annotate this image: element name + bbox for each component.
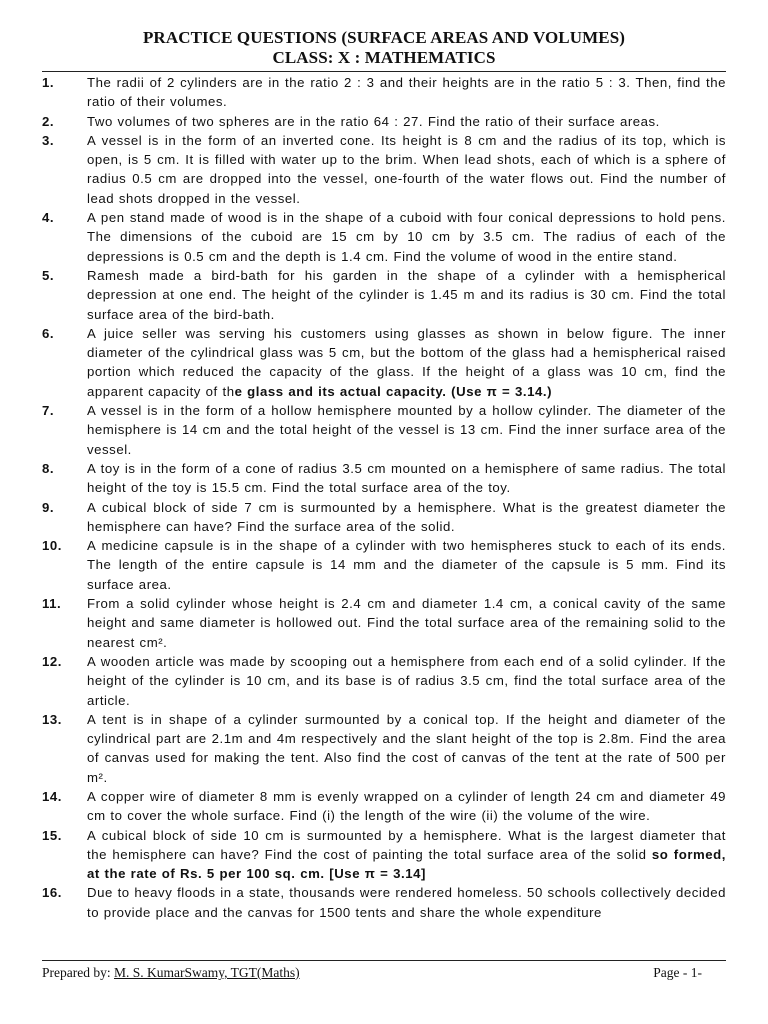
question-text: A vessel is in the form of a hollow hemisphere mounted by a hollow cylinder. The diameter of the hemisphere is 14 cm and the total height of the vessel is 13 cm. Find the inner surface area of the vessel.	[87, 403, 726, 457]
question-number: 12.	[42, 653, 62, 669]
question-item	[42, 401, 726, 459]
question-list	[42, 73, 726, 922]
question-text-block	[87, 131, 726, 208]
question-text: The radii of 2 cylinders are in the ratio 2 : 3 and their heights are in the ratio 5 : 3. Then, find the ratio of their volumes.	[87, 75, 726, 110]
question-text: A wooden article was made by scooping out a hemisphere from each end of a solid cylinder. If the height of the cylinder is 10 cm, and its base is of radius 3.5 cm, find the total surface area of the article.	[87, 653, 726, 708]
question-number: 6.	[42, 325, 55, 341]
question-text: A tent is in shape of a cylinder surmounted by a conical top. If the height and diameter of the cylindrical part are 2.1m and 4m respectively and the slant height of the top is 2.8m. Find the area of canvas used for making the tent. Also find the cost of canvas of the tent at the rate of 500 per m².	[87, 711, 726, 785]
question-text-block	[87, 266, 726, 324]
question-text: Due to heavy floods in a state, thousands were rendered homeless. 50 schools collectively decided to provide place and the canvas for 1500 tents and share the whole expenditure	[87, 885, 726, 920]
question-text-block	[87, 652, 726, 710]
footer-page-number: Page - 1-	[653, 965, 702, 980]
question-item	[42, 208, 726, 266]
question-item	[42, 498, 726, 537]
question-number: 2.	[42, 113, 55, 129]
footer-prepared-label: Prepared by:	[42, 965, 111, 980]
question-text-bold: so formed, at the rate of Rs. 5 per 100 sq. cm. [Use π = 3.14]	[87, 846, 726, 882]
question-text: A cubical block of side 10 cm is surmounted by a hemisphere. What is the largest diameter that the hemisphere can have? Find the cost of painting the total surface area of the solid	[87, 827, 726, 862]
question-text-block	[87, 498, 726, 537]
question-number: 13.	[42, 711, 62, 727]
question-text-block	[87, 208, 726, 266]
question-text: A copper wire of diameter 8 mm is evenly wrapped on a cylinder of length 24 cm and diameter 49 cm to cover the whole surface. Find (i) the length of the wire (ii) the volume of the wire.	[87, 788, 726, 824]
question-number: 11.	[42, 596, 62, 612]
question-text: Two volumes of two spheres are in the ratio 64 : 27. Find the ratio of their surface areas.	[87, 113, 660, 129]
document-header	[0, 0, 768, 68]
question-number: 16.	[42, 885, 62, 901]
question-text: Ramesh made a bird-bath for his garden in the shape of a cylinder with a hemispherical depression at one end. The height of the cylinder is 1.45 m and its radius is 30 cm. Find the total surface area of the bird-bath.	[87, 267, 726, 322]
question-number: 9.	[42, 499, 55, 515]
header-divider	[42, 71, 726, 72]
question-item	[42, 324, 726, 401]
footer-credit	[42, 965, 300, 981]
question-text-block	[87, 401, 726, 459]
question-text-block	[87, 787, 726, 826]
question-item	[42, 112, 726, 131]
question-number: 4.	[42, 210, 55, 226]
question-text-block	[87, 536, 726, 594]
question-text-block	[87, 73, 726, 112]
question-number: 10.	[42, 538, 62, 554]
document-title: PRACTICE QUESTIONS (SURFACE AREAS AND VOLUMES)	[142, 28, 626, 47]
question-number: 14.	[42, 788, 62, 804]
question-item	[42, 787, 726, 826]
question-text: A medicine capsule is in the shape of a cylinder with two hemispheres stuck to each of its ends. The length of the entire capsule is 14 mm and the diameter of the capsule is 5 mm. Find its surface area.	[87, 538, 726, 592]
question-item	[42, 883, 726, 922]
question-text-block	[87, 324, 726, 401]
question-text-block	[87, 594, 726, 652]
question-text-block	[87, 710, 726, 787]
question-text-block	[87, 826, 726, 884]
question-item	[42, 536, 726, 594]
question-text: A juice seller was serving his customers using glasses as shown in below figure. The inner diameter of the cylindrical glass was 5 cm, but the bottom of the glass had a hemispherical raised portion which reduced the capacity of the glass. If the height of a glass was 10 cm, find the apparent capacity of th	[87, 325, 726, 399]
question-number: 7.	[42, 403, 55, 419]
footer-author: M. S. KumarSwamy, TGT(Maths)	[113, 965, 300, 980]
question-text: A vessel is in the form of an inverted cone. Its height is 8 cm and the radius of its top, which is open, is 5 cm. It is filled with water up to the brim. When lead shots, each of which is a sphere of radius 0.5 cm are dropped into the vessel, one-fourth of the water flows out. Find the number of lead shots dropped in the vessel.	[87, 132, 726, 206]
question-text-block	[87, 883, 726, 922]
question-number: 8.	[42, 460, 55, 476]
footer-divider	[42, 960, 726, 961]
document-subtitle: CLASS: X : MATHEMATICS	[272, 48, 496, 67]
question-item	[42, 652, 726, 710]
question-text: From a solid cylinder whose height is 2.4 cm and diameter 1.4 cm, a conical cavity of the same height and same diameter is hollowed out. Find the total surface area of the remaining solid to the nearest cm².	[87, 596, 726, 650]
question-number: 1.	[42, 75, 55, 90]
question-text: A toy is in the form of a cone of radius 3.5 cm mounted on a hemisphere of same radius. The total height of the toy is 15.5 cm. Find the total surface area of the toy.	[87, 460, 726, 496]
question-item	[42, 710, 726, 787]
question-item	[42, 459, 726, 498]
question-item	[42, 594, 726, 652]
question-item	[42, 266, 726, 324]
question-item	[42, 826, 726, 884]
question-text: A cubical block of side 7 cm is surmounted by a hemisphere. What is the greatest diameter the hemisphere can have? Find the surface area of the solid.	[87, 499, 726, 534]
question-number: 3.	[42, 132, 55, 148]
question-text: A pen stand made of wood is in the shape of a cuboid with four conical depressions to hold pens. The dimensions of the cuboid are 15 cm by 10 cm by 3.5 cm. The radius of each of the depressions is 0.5 cm and the depth is 1.4 cm. Find the volume of wood in the entire stand.	[87, 210, 726, 264]
question-text-block	[87, 112, 726, 131]
question-number: 15.	[42, 827, 62, 843]
question-text-bold: e glass and its actual capacity. (Use π = 3.14.)	[234, 383, 553, 399]
question-number: 5.	[42, 267, 55, 283]
document-footer	[42, 965, 702, 981]
question-text-block	[87, 459, 726, 498]
question-item	[42, 131, 726, 208]
question-item	[42, 73, 726, 112]
